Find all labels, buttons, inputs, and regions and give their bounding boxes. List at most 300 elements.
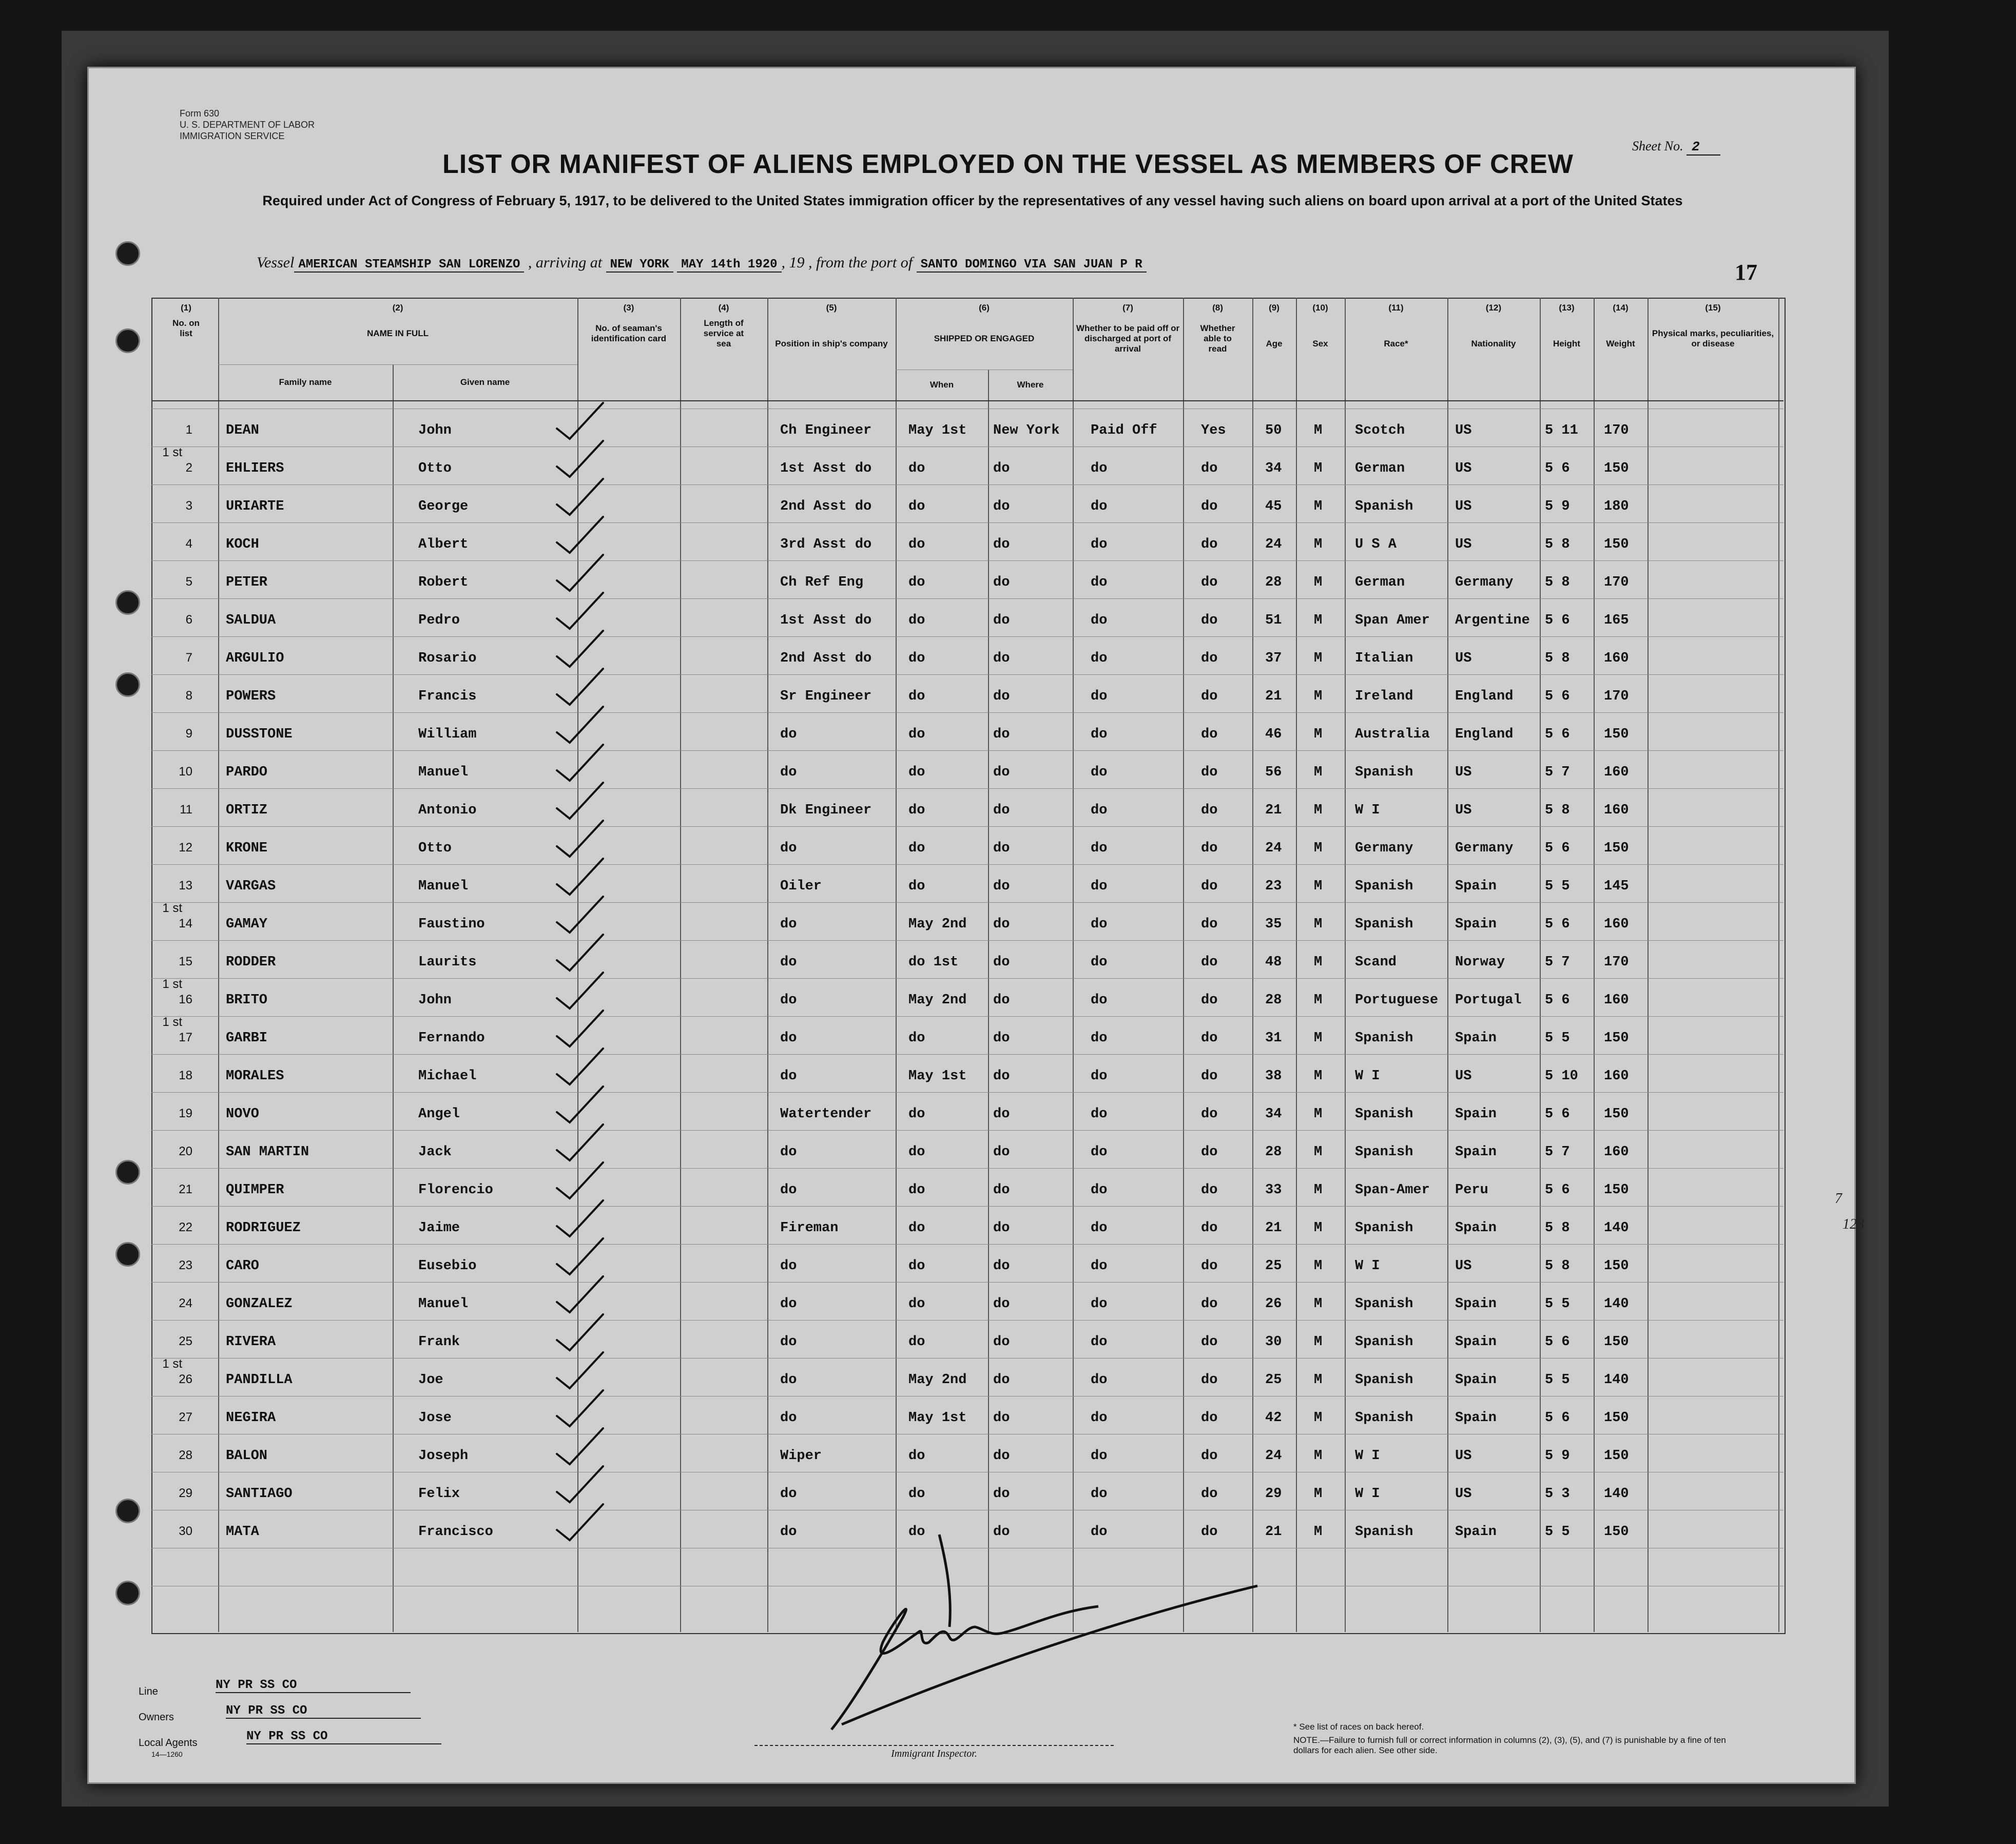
cell-where: do: [993, 537, 1010, 552]
cell-given: Otto: [418, 461, 452, 476]
col6-where-header: Where: [1017, 380, 1044, 390]
check-mark-icon: [557, 517, 603, 553]
cell-where: do: [993, 613, 1010, 628]
cell-age: 38: [1265, 1069, 1282, 1084]
row-number: 5: [185, 575, 192, 589]
cell-nat: Spain: [1455, 917, 1497, 932]
cell-race: Spanish: [1355, 499, 1413, 514]
cell-family: GONZALEZ: [226, 1296, 293, 1312]
cell-read: do: [1201, 1107, 1218, 1122]
cell-height: 5 8: [1545, 1220, 1570, 1236]
col12-label: Nationality: [1471, 339, 1516, 348]
col1-number: (1): [181, 303, 191, 313]
cell-nat: Spain: [1455, 879, 1497, 894]
cell-position: Fireman: [780, 1220, 839, 1236]
cell-paid: do: [1091, 917, 1108, 932]
cell-when: do: [908, 841, 925, 856]
cell-nat: US: [1455, 499, 1472, 514]
document-title: LIST OR MANIFEST OF ALIENS EMPLOYED ON THE VESSEL AS MEMBERS OF CREW: [442, 149, 1574, 179]
cell-read: do: [1201, 1448, 1218, 1464]
sheet-number-value: 2: [1687, 139, 1720, 156]
cell-nat: Spain: [1455, 1410, 1497, 1426]
cell-sex: M: [1314, 993, 1323, 1008]
cell-family: NEGIRA: [226, 1410, 276, 1426]
col10-number: (10): [1312, 303, 1328, 313]
row-prefix: 1 st: [162, 977, 182, 991]
arriving-label: , arriving at: [528, 254, 603, 271]
col5-number: (5): [826, 303, 837, 313]
cell-sex: M: [1314, 1410, 1323, 1426]
col13-label: Height: [1553, 339, 1580, 348]
cell-age: 33: [1265, 1182, 1282, 1198]
cell-paid: do: [1091, 841, 1108, 856]
cell-family: BALON: [226, 1448, 268, 1464]
cell-weight: 140: [1604, 1296, 1629, 1312]
check-mark-icon: [557, 707, 603, 743]
col15-number: (15): [1705, 303, 1721, 313]
cell-position: Oiler: [780, 879, 822, 894]
arrival-date: MAY 14th 1920: [677, 258, 781, 273]
cell-given: Manuel: [418, 879, 469, 894]
cell-paid: do: [1091, 499, 1108, 514]
cell-where: do: [993, 1334, 1010, 1350]
cell-height: 5 6: [1545, 1334, 1570, 1350]
cell-position: Sr Engineer: [780, 689, 872, 704]
cell-race: Spanish: [1355, 1144, 1413, 1160]
cell-sex: M: [1314, 1031, 1323, 1046]
cell-where: do: [993, 803, 1010, 818]
cell-when: do: [908, 1296, 925, 1312]
row-number: 23: [179, 1258, 192, 1272]
cell-when: do: [908, 499, 925, 514]
cell-sex: M: [1314, 1296, 1323, 1312]
cell-family: VARGAS: [226, 879, 276, 894]
col2-family-header: Family name: [279, 377, 332, 387]
col10-label: Sex: [1312, 339, 1328, 348]
cell-weight: 150: [1604, 1182, 1629, 1198]
cell-weight: 170: [1604, 955, 1629, 970]
cell-height: 5 5: [1545, 879, 1570, 894]
cell-race: W I: [1355, 1448, 1380, 1464]
cell-paid: do: [1091, 1220, 1108, 1236]
cell-race: German: [1355, 575, 1405, 590]
cell-height: 5 8: [1545, 575, 1570, 590]
cell-height: 5 5: [1545, 1372, 1570, 1388]
cell-nat: Argentine: [1455, 613, 1530, 628]
cell-given: Francisco: [418, 1524, 493, 1540]
cell-nat: US: [1455, 651, 1472, 666]
cell-sex: M: [1314, 1258, 1323, 1274]
cell-weight: 145: [1604, 879, 1629, 894]
cell-position: do: [780, 1258, 797, 1274]
cell-height: 5 5: [1545, 1031, 1570, 1046]
cell-height: 5 8: [1545, 651, 1570, 666]
cell-given: George: [418, 499, 469, 514]
check-mark-icon: [557, 669, 603, 705]
cell-sex: M: [1314, 499, 1323, 514]
cell-read: do: [1201, 1524, 1218, 1540]
cell-weight: 150: [1604, 1031, 1629, 1046]
cell-weight: 150: [1604, 1448, 1629, 1464]
cell-weight: 170: [1604, 575, 1629, 590]
cell-sex: M: [1314, 423, 1323, 438]
cell-where: do: [993, 461, 1010, 476]
cell-height: 5 10: [1545, 1069, 1578, 1084]
cell-nat: Spain: [1455, 1372, 1497, 1388]
cell-race: Ireland: [1355, 689, 1413, 704]
cell-where: do: [993, 689, 1010, 704]
cell-when: do: [908, 1144, 925, 1160]
row-number: 18: [179, 1069, 192, 1082]
cell-given: Jaime: [418, 1220, 460, 1236]
cell-given: Eusebio: [418, 1258, 477, 1274]
check-mark-icon: [557, 1124, 603, 1160]
cell-family: MATA: [226, 1524, 259, 1540]
cell-read: do: [1201, 841, 1218, 856]
cell-height: 5 7: [1545, 1144, 1570, 1160]
cell-height: 5 6: [1545, 993, 1570, 1008]
cell-height: 5 11: [1545, 423, 1578, 438]
col9-label: Age: [1266, 339, 1283, 348]
row-number: 16: [179, 993, 192, 1006]
cell-race: Span-Amer: [1355, 1182, 1430, 1198]
cell-where: do: [993, 727, 1010, 742]
cell-when: do: [908, 613, 925, 628]
cell-when: May 1st: [908, 423, 967, 438]
cell-weight: 160: [1604, 917, 1629, 932]
check-mark-icon: [557, 1466, 603, 1502]
col7-label: Whether to be paid off or discharged at port of arrival: [1076, 323, 1180, 354]
check-mark-icon: [557, 1086, 603, 1122]
row-number: 28: [179, 1448, 192, 1462]
cell-height: 5 8: [1545, 803, 1570, 818]
cell-nat: US: [1455, 1069, 1472, 1084]
cell-weight: 150: [1604, 537, 1629, 552]
col13-number: (13): [1559, 303, 1575, 313]
cell-given: Francis: [418, 689, 477, 704]
check-mark-icon: [557, 1352, 603, 1388]
cell-age: 23: [1265, 879, 1282, 894]
cell-height: 5 6: [1545, 727, 1570, 742]
cell-read: do: [1201, 1144, 1218, 1160]
check-mark-icon: [557, 1390, 603, 1426]
cell-paid: do: [1091, 1448, 1108, 1464]
cell-nat: Peru: [1455, 1182, 1488, 1198]
cell-paid: do: [1091, 1296, 1108, 1312]
row-number: 11: [180, 803, 192, 817]
col6-when-header: When: [929, 380, 954, 390]
service-name: IMMIGRATION SERVICE: [180, 131, 285, 141]
line-value: NY PR SS CO: [216, 1678, 411, 1693]
cell-when: do: [908, 1182, 925, 1198]
inspector-signature-line: Immigrant Inspector.: [754, 1745, 1114, 1760]
cell-sex: M: [1314, 1107, 1323, 1122]
cell-race: Scand: [1355, 955, 1397, 970]
cell-age: 48: [1265, 955, 1282, 970]
cell-race: Italian: [1355, 651, 1413, 666]
cell-when: do: [908, 575, 925, 590]
cell-weight: 170: [1604, 423, 1629, 438]
cell-race: Spanish: [1355, 1031, 1413, 1046]
row-number: 20: [179, 1144, 192, 1158]
col2-given-header: Given name: [460, 377, 510, 387]
cell-nat: Portugal: [1455, 993, 1522, 1008]
cell-position: do: [780, 1486, 797, 1502]
row-number: 6: [185, 613, 192, 627]
cell-sex: M: [1314, 727, 1323, 742]
cell-age: 35: [1265, 917, 1282, 932]
department-name: U. S. DEPARTMENT OF LABOR: [180, 120, 315, 130]
cell-paid: do: [1091, 803, 1108, 818]
cell-read: do: [1201, 1486, 1218, 1502]
cell-where: do: [993, 1144, 1010, 1160]
row-prefix: 1 st: [162, 445, 182, 459]
cell-race: Portuguese: [1355, 993, 1439, 1008]
row-number: 9: [185, 727, 192, 741]
cell-when: May 1st: [908, 1069, 967, 1084]
row-number: 24: [179, 1296, 192, 1310]
cell-given: Otto: [418, 841, 452, 856]
cell-race: Spanish: [1355, 1334, 1413, 1350]
col2-number: (2): [392, 303, 403, 313]
check-mark-icon: [557, 1238, 603, 1274]
cell-when: do: [908, 537, 925, 552]
cell-read: do: [1201, 537, 1218, 552]
row-number: 7: [185, 651, 192, 665]
check-mark-icon: [557, 1049, 603, 1084]
cell-height: 5 9: [1545, 1448, 1570, 1464]
row-number: 2: [185, 461, 192, 475]
cell-read: do: [1201, 1069, 1218, 1084]
cell-height: 5 6: [1545, 1107, 1570, 1122]
cell-when: do: [908, 651, 925, 666]
form-number: Form 630: [180, 108, 220, 119]
cell-nat: England: [1455, 727, 1514, 742]
cell-when: May 1st: [908, 1410, 967, 1426]
cell-where: do: [993, 1258, 1010, 1274]
inspector-signature: [831, 1535, 1257, 1730]
cell-family: EHLIERS: [226, 461, 284, 476]
cell-where: do: [993, 841, 1010, 856]
check-mark-icon: [557, 745, 603, 781]
cell-given: William: [418, 727, 477, 742]
col3-number: (3): [623, 303, 634, 313]
cell-weight: 160: [1604, 765, 1629, 780]
cell-read: do: [1201, 1220, 1218, 1236]
check-mark-icon: [557, 1428, 603, 1464]
cell-position: Dk Engineer: [780, 803, 872, 818]
cell-age: 56: [1265, 765, 1282, 780]
cell-given: Manuel: [418, 765, 469, 780]
margin-note: 128: [1843, 1216, 1864, 1232]
local-agents-label: Local Agents: [139, 1737, 198, 1749]
document-subtitle: Required under Act of Congress of February 5, 1917, to be delivered to the United States immigration officer by the representatives of any vessel having such aliens on board upon arrival at a port of the United States: [262, 193, 1683, 208]
cell-weight: 165: [1604, 613, 1629, 628]
cell-given: Albert: [418, 537, 469, 552]
check-mark-icon: [557, 783, 603, 819]
check-mark-icon: [557, 441, 603, 477]
cell-family: KOCH: [226, 537, 259, 552]
cell-sex: M: [1314, 1486, 1323, 1502]
col11-label: Race*: [1384, 339, 1408, 348]
cell-height: 5 7: [1545, 765, 1570, 780]
cell-when: do: [908, 689, 925, 704]
cell-age: 51: [1265, 613, 1282, 628]
cell-when: do: [908, 879, 925, 894]
cell-race: Span Amer: [1355, 613, 1430, 628]
cell-height: 5 6: [1545, 1182, 1570, 1198]
cell-weight: 140: [1604, 1220, 1629, 1236]
cell-given: Jose: [418, 1410, 452, 1426]
cell-weight: 160: [1604, 1144, 1629, 1160]
margin-note: 7: [1835, 1191, 1842, 1207]
cell-position: do: [780, 841, 797, 856]
check-mark-icon: [557, 1162, 603, 1198]
cell-family: PARDO: [226, 765, 268, 780]
cell-paid: do: [1091, 575, 1108, 590]
cell-race: German: [1355, 461, 1405, 476]
cell-given: Antonio: [418, 803, 477, 818]
cell-height: 5 5: [1545, 1296, 1570, 1312]
cell-read: Yes: [1201, 423, 1226, 438]
cell-when: do: [908, 1031, 925, 1046]
cell-nat: US: [1455, 1486, 1472, 1502]
local-agents-value: NY PR SS CO: [246, 1730, 441, 1744]
cell-read: do: [1201, 727, 1218, 742]
cell-weight: 160: [1604, 993, 1629, 1008]
cell-read: do: [1201, 917, 1218, 932]
cell-weight: 140: [1604, 1486, 1629, 1502]
cell-read: do: [1201, 803, 1218, 818]
cell-race: Spanish: [1355, 1410, 1413, 1426]
cell-nat: Spain: [1455, 1334, 1497, 1350]
sheet-number-label: Sheet No.: [1632, 139, 1683, 153]
cell-sex: M: [1314, 1220, 1323, 1236]
check-mark-icon: [557, 973, 603, 1008]
cell-height: 5 5: [1545, 1524, 1570, 1540]
cell-read: do: [1201, 613, 1218, 628]
arrival-port: NEW YORK: [606, 258, 673, 273]
cell-when: May 2nd: [908, 917, 967, 932]
cell-nat: US: [1455, 803, 1472, 818]
col1-label: No. on list: [172, 318, 200, 338]
cell-race: Spanish: [1355, 1296, 1413, 1312]
cell-weight: 140: [1604, 1372, 1629, 1388]
cell-family: DEAN: [226, 423, 259, 438]
cell-family: QUIMPER: [226, 1182, 284, 1198]
from-label: , from the port of: [808, 254, 913, 271]
cell-position: do: [780, 1069, 797, 1084]
cell-sex: M: [1314, 917, 1323, 932]
line-label: Line: [139, 1686, 158, 1697]
cell-sex: M: [1314, 613, 1323, 628]
cell-family: PETER: [226, 575, 268, 590]
cell-where: do: [993, 1410, 1010, 1426]
cell-given: Manuel: [418, 1296, 469, 1312]
departure-port: SANTO DOMINGO VIA SAN JUAN P R: [917, 258, 1147, 273]
cell-position: 1st Asst do: [780, 461, 872, 476]
cell-weight: 150: [1604, 727, 1629, 742]
cell-nat: US: [1455, 537, 1472, 552]
cell-when: do: [908, 765, 925, 780]
cell-nat: Germany: [1455, 575, 1514, 590]
cell-position: 3rd Asst do: [780, 537, 872, 552]
cell-when: May 2nd: [908, 993, 967, 1008]
cell-position: Wiper: [780, 1448, 822, 1464]
cell-family: SANTIAGO: [226, 1486, 293, 1502]
penalty-note: NOTE.—Failure to furnish full or correct information in columns (2), (3), (5), and (7) is punishable by a fine of ten dollars for each alien. See other side.: [1293, 1735, 1726, 1755]
cell-age: 28: [1265, 993, 1282, 1008]
vessel-name: AMERICAN STEAMSHIP SAN LORENZO: [294, 258, 524, 273]
cell-when: do: [908, 1258, 925, 1274]
cell-family: RODDER: [226, 955, 276, 970]
cell-weight: 150: [1604, 1334, 1629, 1350]
cell-given: Angel: [418, 1107, 460, 1122]
cell-race: Spanish: [1355, 1107, 1413, 1122]
row-number: 25: [179, 1334, 192, 1348]
cell-where: do: [993, 1107, 1010, 1122]
row-number: 21: [179, 1182, 192, 1196]
cell-height: 5 7: [1545, 955, 1570, 970]
cell-given: Faustino: [418, 917, 485, 932]
check-mark-icon: [557, 1314, 603, 1350]
cell-read: do: [1201, 1258, 1218, 1274]
cell-nat: US: [1455, 1258, 1472, 1274]
cell-sex: M: [1314, 651, 1323, 666]
cell-race: W I: [1355, 1069, 1380, 1084]
cell-read: do: [1201, 575, 1218, 590]
cell-position: do: [780, 1296, 797, 1312]
cell-paid: do: [1091, 689, 1108, 704]
cell-sex: M: [1314, 1182, 1323, 1198]
check-mark-icon: [557, 1504, 603, 1540]
cell-paid: do: [1091, 1031, 1108, 1046]
cell-age: 21: [1265, 803, 1282, 818]
cell-sex: M: [1314, 955, 1323, 970]
row-prefix: 1 st: [162, 1015, 182, 1029]
col15-label: Physical marks, peculiarities, or disease: [1652, 328, 1774, 348]
cell-paid: do: [1091, 879, 1108, 894]
cell-position: 2nd Asst do: [780, 651, 872, 666]
cell-family: NOVO: [226, 1107, 259, 1122]
cell-when: do: [908, 803, 925, 818]
cell-weight: 180: [1604, 499, 1629, 514]
cell-read: do: [1201, 1372, 1218, 1388]
cell-weight: 170: [1604, 689, 1629, 704]
page-number: 17: [1735, 260, 1757, 285]
cell-position: do: [780, 727, 797, 742]
cell-where: do: [993, 651, 1010, 666]
row-number: 14: [179, 917, 192, 930]
cell-age: 34: [1265, 1107, 1282, 1122]
cell-position: do: [780, 765, 797, 780]
cell-paid: do: [1091, 1258, 1108, 1274]
cell-sex: M: [1314, 1372, 1323, 1388]
cell-sex: M: [1314, 1524, 1323, 1540]
cell-nat: US: [1455, 461, 1472, 476]
cell-given: Florencio: [418, 1182, 493, 1198]
cell-position: do: [780, 1182, 797, 1198]
cell-height: 5 6: [1545, 841, 1570, 856]
cell-where: do: [993, 955, 1010, 970]
cell-race: W I: [1355, 1486, 1380, 1502]
cell-where: do: [993, 1031, 1010, 1046]
cell-weight: 150: [1604, 1258, 1629, 1274]
cell-race: W I: [1355, 1258, 1380, 1274]
cell-race: Spanish: [1355, 1220, 1413, 1236]
cell-where: do: [993, 499, 1010, 514]
cell-given: Rosario: [418, 651, 477, 666]
